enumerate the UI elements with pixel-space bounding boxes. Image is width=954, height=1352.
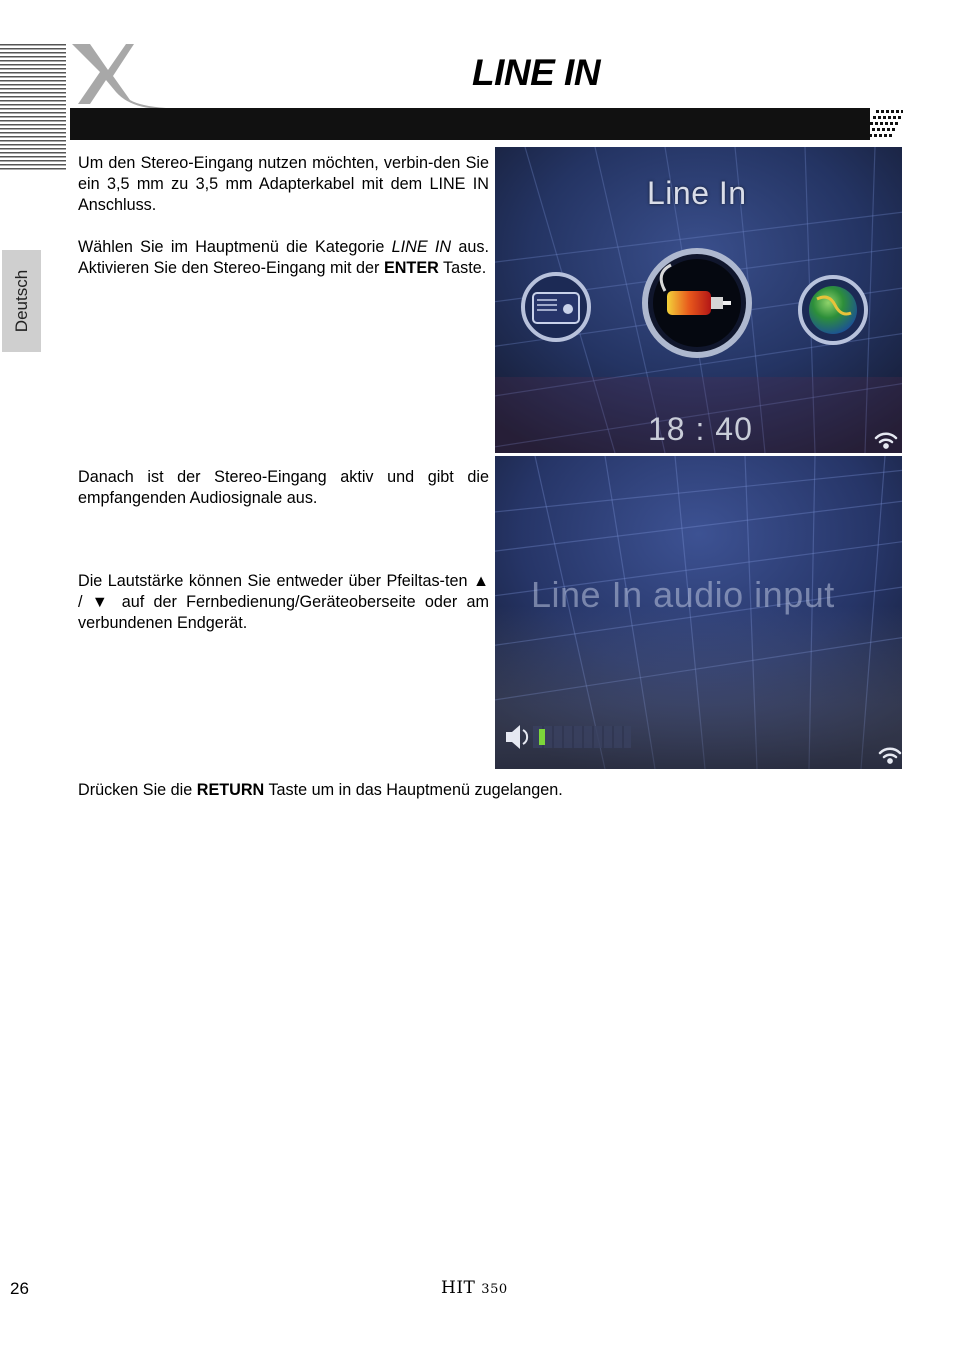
globe-icon: [800, 277, 866, 343]
volume-bar: [533, 726, 631, 748]
category-name: LINE IN: [391, 238, 452, 256]
paragraph-connect: Um den Stereo-Eingang nutzen möchten, verbin-den Sie ein 3,5 mm zu 3,5 mm Adapterkabel mit dem LINE IN Anschluss.: [78, 154, 489, 214]
radio-icon: [523, 274, 589, 340]
text-span: Taste um in das Hauptmenü zugelangen.: [264, 781, 563, 799]
header-bar-dots: [862, 108, 904, 140]
header-stripes: [0, 44, 66, 172]
text-span: aus. Aktivieren Sie den Stereo-Eingang mit der: [78, 238, 489, 277]
language-side-tab: [2, 250, 41, 352]
paragraph-select-category: [78, 237, 489, 279]
brand-x-logo-icon: [68, 42, 168, 112]
product-brand: [441, 1278, 508, 1298]
screen-message: Line In audio input: [531, 574, 835, 615]
return-key-name: RETURN: [196, 781, 265, 799]
brand-name: HIT: [441, 1278, 476, 1298]
paragraph-return: [78, 780, 563, 801]
volume-fill: [539, 729, 545, 745]
screen-clock: 18 : 40: [648, 411, 753, 447]
device-screen-line-in-active: [495, 456, 902, 769]
header-bar: [70, 108, 870, 140]
page-number: 26: [10, 1279, 29, 1298]
enter-key-name: ENTER: [383, 259, 439, 277]
line-in-plug-icon: [645, 251, 749, 355]
text-span: Taste.: [438, 259, 487, 277]
page-title: LINE IN: [472, 52, 601, 93]
paragraph-active: Danach ist der Stereo-Eingang aktiv und gibt die empfangenden Audiosignale aus.: [78, 468, 489, 507]
text-span: Wählen Sie im Hauptmenü die Kategorie: [78, 238, 392, 256]
device-screen-menu: [495, 147, 902, 453]
model-number: 350: [481, 1282, 508, 1297]
text-span: Drücken Sie die: [78, 781, 197, 799]
screen-title: Line In: [647, 175, 747, 211]
paragraph-volume: Die Lautstärke können Sie entweder über Pfeiltas-ten ▲ / ▼ auf der Fernbedienung/Geräteoberseite oder am verbundenen Endgerät.: [78, 572, 489, 632]
language-label: Deutsch: [11, 269, 31, 333]
